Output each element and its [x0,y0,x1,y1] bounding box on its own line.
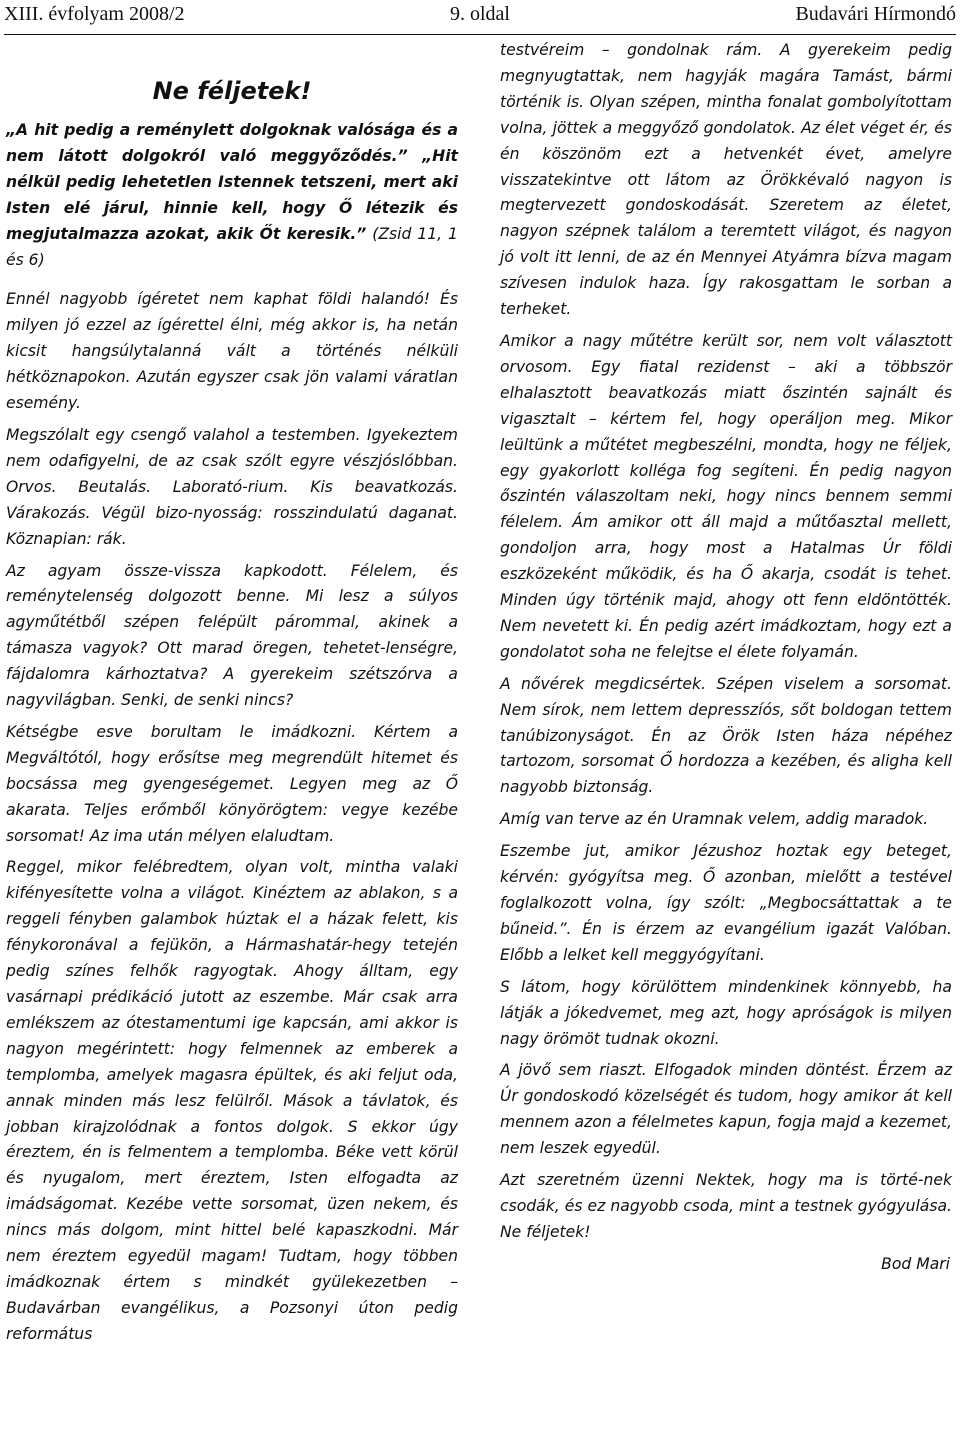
paragraph: A nővérek megdicsértek. Szépen viselem a sorsomat. Nem sírok, nem lettem depresszíós, sőt boldogan tettem tanúbizonyságot. Én az Örök Isten háza népéhez tartozom, sorsomat Ő hordozza a kezében, és aligha kell nagyobb biztonság. [500,674,952,797]
issue-label: XIII. évfolyam 2008/2 [4,3,185,25]
quote-reference: (Zsid 11, 1 és 6) [6,224,458,269]
paragraph: testvéreim – gondolnak rám. A gyerekeim pedig megnyugtattak, nem hagyják magára Tamást, bármi történik is. Olyan szépen, mintha fonalat gombolyítottam volna, jöttek a meggyőző gondolatok. Az élet véget ér, és én köszönöm ezt a hetvenkét évet, amelyre visszatekintve ott látom az Örökkévaló nagyon is megtervezett gondoskodását. Szeretem az életet, nagyon szépnek találom a teremtett világot, és nagyon jó volt itt lenni, de az én Mennyei Atyámra bízva magam szívesen indulok haza. Így rakosgattam le sorban a terheket. [500,41,952,319]
paragraph: A jövő sem riaszt. Elfogadok minden döntést. Érzem az Úr gondoskodó közelségét és tudom, hogy amikor át kell mennem azon a félelmetes kapun, fogja majd a kezemet, nem leszek egyedül. [500,1061,952,1158]
paragraph: Kétségbe esve borultam le imádkozni. Kértem a Megváltótól, hogy erősítse meg megrendült hitemet és bocsássa meg gyengeségemet. Legyen meg az Ő akarata. Teljes erőmből könyörögtem: vegye kezébe sorsomat! Az ima után mélyen elaludtam. [6,722,458,845]
bible-quote [6,118,458,273]
paragraph: Amikor a nagy műtétre került sor, nem volt választott orvosom. Egy fiatal rezidenst – aki a többször elhalasztott beavatkozás miatt őszintén sajnált és vigasztalt – kértem fel, hogy operáljon meg. Mikor leültünk a műtétet megbeszélni, mondta, hogy ne féljek, egy gyakorlott kolléga fog segíteni. Én pedig nagyon őszintén válaszoltam neki, hogy nincs bennem semmi félelem. Ám amikor ott áll majd a műtőasztal mellett, gondoljon arra, hogy most a Hatalmas Úr földi eszközeként működik, és ha Ő akarja, csodát is tehet. Minden úgy történik majd, ahogy ott fenn eldöntötték. Nem nevetett ki. Én pedig azért imádkoztam, hogy ezt a gondolatot soha ne felejtse el élete folyamán. [500,331,952,661]
paragraph: Reggel, mikor felébredtem, olyan volt, mintha valaki kifényesítette volna a világot. Kinéztem az ablakon, s a reggeli fényben galambok húztak el a házak felett, kis fénykoronával a fejükön, a Hármashatár-hegy tetején pedig színes felhők ragyogtak. Ahogy álltam, egy vasárnapi prédikáció jutott az eszembe. Már csak arra emlékszem az ótestamentumi ige kapcsán, ami akkor is nagyon megérintett: hogy felmennek az emberek a templomba, amelyek magasra épültek, és aki feljut oda, annak minden más lesz felülről. Mások a távlatok, és jobban kirajzolódnak a fontos dolgok. S ekkor úgy éreztem, én is felmentem a templomba. Béke vett körül és nyugalom, mert éreztem, Isten elfogadta az imádságomat. Kezébe vette sorsomat, üzen nekem, és nincs más dolgom, mint hittel belé kapaszkodni. Már nem éreztem egyedül magam! Tudtam, hogy többen imádkoznak értem s mindkét gyülekezetben – Budavárban evangélikus, a Pozsonyi úton pedig református [6,858,458,1343]
quote-text: „A hit pedig a reménylett dolgoknak valósága és a nem látott dolgokról való meggyőződés.” „Hit nélkül pedig lehetetlen Istennek tetszeni, mert aki Isten elé járul, hinnie kell, hogy Ő létezik és megjutalmazza azokat, akik Őt keresik.” [6,121,458,243]
right-column [500,38,952,1284]
paragraph: Eszembe jut, amikor Jézushoz hoztak egy beteget, kérvén: gyógyítsa meg. Ő azonban, mielőtt a testével foglalkozott volna, így szólt: „Megbocsáttattak a te bűneid.”. Én is érzem az evangélium igazát Valóban. Előbb a lelket kell meggyógyítani. [500,842,952,964]
author-signature: Bod Mari [881,1254,950,1273]
page-number: 9. oldal [450,3,510,25]
paragraph: Azt szeretném üzenni Nektek, hogy ma is törté-nek csodák, és ez nagyobb csoda, mint a testnek gyógyulása. Ne féljetek! [500,1171,952,1241]
publication-name: Budavári Hírmondó [795,3,956,25]
left-column [6,40,458,1354]
page-header [4,0,956,35]
paragraph: Amíg van terve az én Uramnak velem, addig maradok. [500,810,929,829]
article-title: Ne féljetek! [152,77,312,105]
paragraph: Ennél nagyobb ígéretet nem kaphat földi halandó! És milyen jó ezzel az ígérettel élni, még akkor is, ha netán kicsit hangsúlytalanná vált a történés nélküli hétköznapokon. Azután egyszer csak jön valami váratlan esemény. [6,290,458,413]
paragraph: Megszólalt egy csengő valahol a testemben. Igyekeztem nem odafigyelni, de az csak szólt egyre vészjóslóbban. Orvos. Beutalás. Laborató-rium. Kis beavatkozás. Várakozás. Végül bizo-nyosság: rosszindulatú daganat. Köznapian: rák. [6,425,458,548]
paragraph: Az agyam össze-vissza kapkodott. Félelem, és reménytelenség dolgozott benne. Mi lesz a súlyos agyműtétből szépen felépült párommal, akinek a támasza vagyok? Ott marad öregen, tehetet-lenségre, fájdalomra kárhoztatva? A gyerekeim szétszórva a nagyvilágban. Senki, de senki nincs? [6,561,458,710]
paragraph: S látom, hogy körülöttem mindenkinek könnyebb, ha látják a jókedvemet, meg azt, hogy apróságok is milyen nagy örömöt tudnak okozni. [500,977,952,1048]
